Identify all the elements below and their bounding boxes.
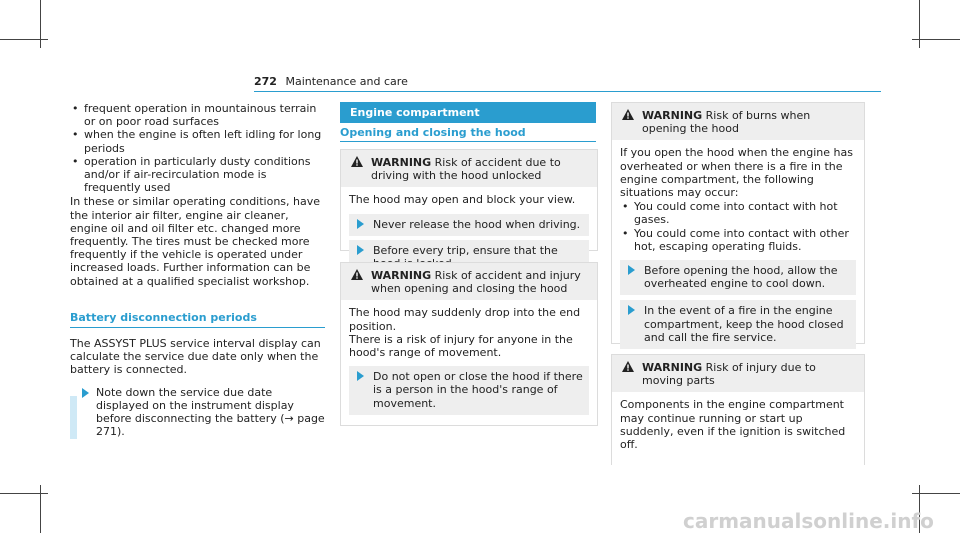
page-number: 272 <box>254 75 277 88</box>
instruction-text: Before opening the hood, allow the overheated engine to cool down. <box>644 264 838 291</box>
list-item: • You could come into contact with hot gases. <box>620 200 856 226</box>
warning-label: WARNING <box>642 109 703 122</box>
crop-mark <box>919 0 920 48</box>
conditions-list <box>70 102 325 194</box>
arrow-icon <box>357 245 364 255</box>
engine-compartment-bar <box>340 102 596 123</box>
warning-triangle-icon <box>351 269 363 280</box>
warning-body <box>341 300 597 420</box>
warning-title: Risk of accident due to driving with the hood unlocked <box>371 156 561 183</box>
warning-text: The hood may suddenly drop into the end position. <box>349 306 581 333</box>
battery-instruction <box>70 386 325 439</box>
header-rule <box>254 91 881 92</box>
instruction-step <box>620 260 856 295</box>
warning-body <box>612 140 864 355</box>
arrow-icon <box>82 388 89 398</box>
warning-title: Risk of burns when opening the hood <box>642 109 811 136</box>
warning-text: There is a risk of injury for anyone in the hood's range of movement. <box>349 332 573 360</box>
list-item: • operation in particularly dusty conditions and/or if air-recirculation mode is frequently used <box>70 155 325 195</box>
instruction-text: Note down the service due date displayed on the instrument display before disconnecting the battery (→ page 271). <box>96 385 325 439</box>
warning-label: WARNING <box>371 156 432 169</box>
warning-text: Components in the engine compartment may continue running or start up suddenly, even if the ignition is switched off. <box>620 398 846 452</box>
left-column <box>70 102 325 438</box>
watermark: carmanualsonline.info <box>683 509 934 533</box>
warning-triangle-icon <box>351 156 363 167</box>
warning-box <box>340 262 598 426</box>
warning-text: The hood may open and block your view. <box>349 193 576 207</box>
hazard-list <box>620 200 856 253</box>
warning-label: WARNING <box>371 269 432 282</box>
battery-paragraph: The ASSYST PLUS service interval display can calculate the service due date only when the battery is connected. <box>70 337 321 377</box>
instruction-text: Before every trip, ensure that the <box>373 243 558 257</box>
warning-header <box>341 150 597 187</box>
section-rule <box>340 141 596 142</box>
list-item: • when the engine is often left idling for long periods <box>70 128 325 154</box>
instruction-step <box>349 214 589 236</box>
battery-section-title: Battery disconnection periods <box>70 310 257 324</box>
warning-box <box>611 354 865 465</box>
section-rule <box>70 327 325 328</box>
warning-body <box>612 392 864 457</box>
warning-triangle-icon <box>622 361 634 372</box>
warning-text: If you open the hood when the engine has overheated or when there is a fire in the engine compartment, the following situations may occur: <box>620 146 853 200</box>
warning-box <box>340 149 598 257</box>
warning-header <box>612 355 864 392</box>
page-header <box>254 75 408 88</box>
bar-title: Engine compartment <box>350 106 480 119</box>
warning-title: Risk of injury due to moving parts <box>642 361 816 388</box>
instruction-step <box>349 366 589 415</box>
instruction-text: In the event of a fire in the engine compartment, keep the hood closed and call the fire service. <box>644 304 844 344</box>
arrow-icon <box>628 265 635 275</box>
instruction-text: Never release the hood when driving. <box>373 217 581 231</box>
warning-header <box>341 263 597 300</box>
arrow-icon <box>628 305 635 315</box>
warning-title: Risk of accident and injury when opening and closing the hood <box>371 269 581 296</box>
hood-subtitle: Opening and closing the hood <box>340 126 526 139</box>
warning-header <box>612 103 864 140</box>
arrow-icon <box>357 219 364 229</box>
crop-mark <box>40 0 41 48</box>
list-item: • You could come into contact with other hot, escaping operating fluids. <box>620 227 856 253</box>
warning-triangle-icon <box>622 109 634 120</box>
crop-mark <box>40 485 41 533</box>
maintenance-paragraph: In these or similar operating conditions, have the interior air filter, engine air cleaner, engine oil and oil filter etc. changed more frequently. The tires must be checked more frequently if the vehicle is operated under increased loads. Further information can be obtained at a qualified specialist workshop. <box>70 195 321 288</box>
instruction-text: Do not open or close the hood if there is a person in the hood's range of movement. <box>373 370 583 410</box>
list-item: • frequent operation in mountainous terrain or on poor road surfaces <box>70 102 325 128</box>
arrow-icon <box>357 371 364 381</box>
warning-label: WARNING <box>642 361 703 374</box>
instruction-marker <box>70 396 77 439</box>
section-name: Maintenance and care <box>285 75 408 88</box>
instruction-step <box>620 300 856 349</box>
warning-box <box>611 102 865 344</box>
